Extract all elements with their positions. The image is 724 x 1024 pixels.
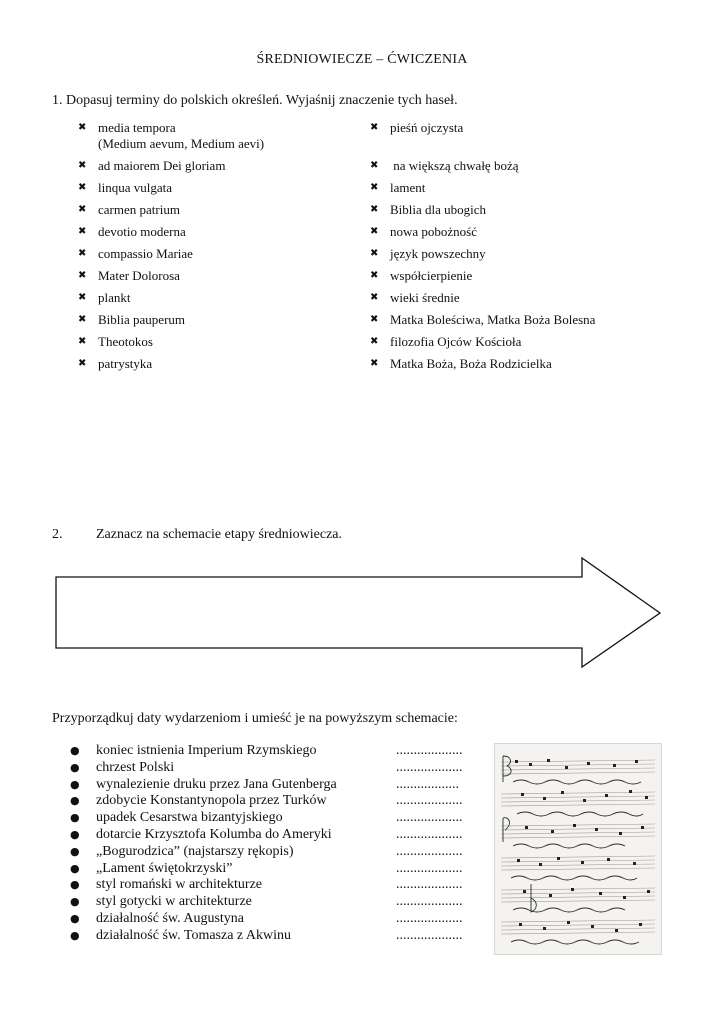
cross-bullet-icon: ✖ bbox=[370, 248, 379, 259]
event-label: koniec istnienia Imperium Rzymskiego bbox=[96, 743, 317, 758]
list-item bbox=[70, 911, 480, 928]
term-label: media tempora bbox=[98, 120, 176, 135]
date-blank: ................... bbox=[396, 910, 463, 926]
cross-bullet-icon: ✖ bbox=[370, 314, 379, 325]
list-item bbox=[370, 158, 700, 180]
cross-bullet-icon: ✖ bbox=[370, 358, 379, 369]
cross-bullet-icon: ✖ bbox=[370, 226, 379, 237]
list-item bbox=[78, 356, 358, 378]
list-item bbox=[70, 894, 480, 911]
list-item bbox=[78, 268, 358, 290]
term-label: na większą chwałę bożą bbox=[390, 158, 519, 173]
list-item bbox=[370, 356, 700, 378]
term-label: Biblia pauperum bbox=[98, 312, 186, 327]
term-label: Matka Boża, Boża Rodzicielka bbox=[390, 356, 552, 371]
term-label: devotio moderna bbox=[98, 224, 186, 239]
task-1-prompt: 1. Dopasuj terminy do polskich określeń. Wyjaśnij znaczenie tych haseł. bbox=[52, 93, 458, 108]
event-label: upadek Cesarstwa bizantyjskiego bbox=[96, 810, 283, 826]
term-label-sub: (Medium aevum, Medium aevi) bbox=[98, 136, 265, 151]
bullet-icon: ● bbox=[70, 827, 80, 841]
bullet-icon: ● bbox=[70, 777, 80, 791]
list-item bbox=[78, 202, 358, 224]
list-item bbox=[78, 290, 358, 312]
cross-bullet-icon: ✖ bbox=[78, 160, 87, 171]
date-blank: ................... bbox=[396, 826, 463, 842]
event-label: styl romański w architekturze bbox=[96, 877, 263, 893]
date-blank: .................. bbox=[396, 776, 459, 792]
term-label: ad maiorem Dei gloriam bbox=[98, 158, 226, 173]
term-label: filozofia Ojców Kościoła bbox=[390, 334, 522, 349]
bullet-icon: ● bbox=[70, 794, 80, 808]
cross-bullet-icon: ✖ bbox=[78, 336, 87, 347]
cross-bullet-icon: ✖ bbox=[370, 336, 379, 347]
list-item bbox=[70, 844, 480, 861]
task-2-number: 2. bbox=[52, 527, 63, 542]
cross-bullet-icon: ✖ bbox=[370, 182, 379, 193]
timeline-arrow-shape bbox=[56, 558, 660, 667]
latin-terms-list bbox=[78, 120, 358, 378]
event-label: wynalezienie druku przez Jana Gutenberga bbox=[96, 776, 337, 792]
date-blank: ................... bbox=[396, 894, 463, 910]
list-item bbox=[370, 290, 700, 312]
cross-bullet-icon: ✖ bbox=[78, 122, 87, 133]
cross-bullet-icon: ✖ bbox=[370, 270, 379, 281]
polish-terms-list bbox=[370, 120, 700, 378]
event-label: działalność św. Tomasza z Akwinu bbox=[96, 927, 291, 943]
list-item bbox=[78, 180, 358, 202]
page-title: ŚREDNIOWIECZE – ĆWICZENIA bbox=[256, 52, 468, 67]
term-label: compassio Mariae bbox=[98, 246, 193, 261]
bullet-icon: ● bbox=[70, 744, 80, 757]
bullet-icon: ● bbox=[70, 811, 80, 825]
list-item bbox=[70, 861, 480, 878]
bullet-icon: ● bbox=[70, 844, 80, 858]
bullet-icon: ● bbox=[70, 861, 80, 875]
date-blank: ................... bbox=[396, 810, 463, 826]
cross-bullet-icon: ✖ bbox=[78, 292, 87, 303]
list-item bbox=[370, 334, 700, 356]
cross-bullet-icon: ✖ bbox=[78, 248, 87, 259]
list-item bbox=[70, 793, 480, 810]
cross-bullet-icon: ✖ bbox=[78, 204, 87, 215]
term-label: współcierpienie bbox=[390, 268, 473, 283]
list-item bbox=[78, 246, 358, 268]
term-label: Theotokos bbox=[98, 334, 153, 349]
list-item bbox=[370, 224, 700, 246]
list-item bbox=[370, 312, 700, 334]
cross-bullet-icon: ✖ bbox=[78, 358, 87, 369]
term-label: Matka Boleściwa, Matka Boża Bolesna bbox=[390, 312, 596, 327]
date-blank: ................... bbox=[396, 759, 463, 775]
list-item bbox=[78, 334, 358, 356]
cross-bullet-icon: ✖ bbox=[370, 292, 379, 303]
list-item bbox=[70, 827, 480, 844]
term-label: carmen patrium bbox=[98, 202, 180, 217]
term-label: pieśń ojczysta bbox=[390, 120, 464, 135]
date-blank: ................... bbox=[396, 793, 463, 809]
timeline-arrow-diagram bbox=[54, 556, 664, 670]
list-item bbox=[78, 120, 358, 158]
event-label: chrzest Polski bbox=[96, 759, 175, 775]
task-2-text: Zaznacz na schemacie etapy średniowiecza. bbox=[96, 527, 343, 542]
list-item bbox=[70, 928, 480, 945]
event-label: „Lament świętokrzyski” bbox=[96, 860, 233, 876]
list-item bbox=[370, 202, 700, 224]
bullet-icon: ● bbox=[70, 878, 80, 892]
manuscript-illustration bbox=[495, 744, 661, 954]
cross-bullet-icon: ✖ bbox=[78, 270, 87, 281]
list-item bbox=[78, 224, 358, 246]
task-2-prompt bbox=[52, 527, 342, 543]
term-label: patrystyka bbox=[98, 356, 153, 371]
date-blank: ................... bbox=[396, 927, 463, 943]
task-3-prompt: Przyporządkuj daty wydarzeniom i umieść je na powyższym schemacie: bbox=[52, 711, 458, 726]
events-list bbox=[70, 743, 480, 945]
term-label: wieki średnie bbox=[390, 290, 460, 305]
term-label: plankt bbox=[98, 290, 131, 305]
cross-bullet-icon: ✖ bbox=[370, 204, 379, 215]
list-item bbox=[70, 760, 480, 777]
list-item bbox=[70, 743, 480, 760]
term-label: lament bbox=[390, 180, 426, 195]
event-label: styl gotycki w architekturze bbox=[96, 894, 252, 910]
cross-bullet-icon: ✖ bbox=[78, 314, 87, 325]
date-blank: ................... bbox=[396, 860, 463, 876]
cross-bullet-icon: ✖ bbox=[370, 160, 379, 171]
event-label: dotarcie Krzysztofa Kolumba do Ameryki bbox=[96, 826, 332, 842]
term-label: Mater Dolorosa bbox=[98, 268, 180, 283]
event-label: zdobycie Konstantynopola przez Turków bbox=[96, 793, 327, 809]
list-item bbox=[370, 246, 700, 268]
date-blank: ................... bbox=[396, 843, 463, 859]
term-label: linqua vulgata bbox=[98, 180, 173, 195]
bogurodzica-manuscript-image bbox=[494, 743, 662, 955]
bullet-icon: ● bbox=[70, 928, 80, 942]
event-label: „Bogurodzica” (najstarszy rękopis) bbox=[96, 843, 294, 859]
term-label: Biblia dla ubogich bbox=[390, 202, 487, 217]
date-blank: ................... bbox=[396, 743, 463, 758]
term-label: nowa pobożność bbox=[390, 224, 478, 239]
list-item bbox=[370, 180, 700, 202]
date-blank: ................... bbox=[396, 877, 463, 893]
cross-bullet-icon: ✖ bbox=[370, 122, 379, 133]
term-label: język powszechny bbox=[390, 246, 486, 261]
list-item bbox=[70, 777, 480, 794]
cross-bullet-icon: ✖ bbox=[78, 182, 87, 193]
list-item bbox=[70, 877, 480, 894]
list-item bbox=[370, 268, 700, 290]
bullet-icon: ● bbox=[70, 895, 80, 909]
list-item bbox=[70, 810, 480, 827]
list-item bbox=[370, 120, 700, 158]
event-label: działalność św. Augustyna bbox=[96, 910, 245, 926]
bullet-icon: ● bbox=[70, 760, 80, 774]
bullet-icon: ● bbox=[70, 911, 80, 925]
list-item bbox=[78, 158, 358, 180]
cross-bullet-icon: ✖ bbox=[78, 226, 87, 237]
list-item bbox=[78, 312, 358, 334]
